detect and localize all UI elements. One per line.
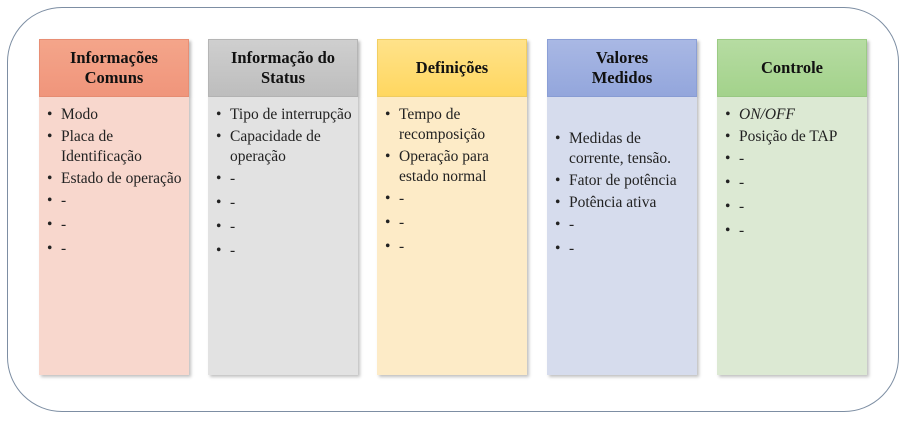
list-item: • - — [208, 193, 358, 213]
list-item: • Estado de operação — [39, 169, 189, 189]
column-header — [208, 39, 358, 97]
header-line: Controle — [760, 58, 824, 77]
column-informacoes-comuns — [39, 39, 189, 257]
column-controle — [717, 39, 867, 239]
header-line: Comuns — [84, 68, 144, 87]
list-item: • - — [717, 149, 867, 169]
header-line: Medidos — [591, 68, 653, 87]
list-item: • Placa de Identificação — [39, 127, 189, 167]
list-item: • Operação para estado normal — [377, 147, 527, 187]
list-item: • - — [377, 189, 527, 209]
header-line: Informação do — [230, 48, 336, 67]
list-item: • - — [39, 215, 189, 235]
column-header — [39, 39, 189, 97]
list-item: • - — [717, 221, 867, 241]
list-item: • - — [547, 215, 697, 235]
list-item: • Modo — [39, 105, 189, 125]
column-body — [377, 97, 527, 375]
list-item: • - — [208, 169, 358, 189]
list-item: • - — [208, 241, 358, 261]
list-item: • Medidas de corrente, tensão. — [547, 129, 697, 169]
list-item: • - — [377, 237, 527, 257]
column-body — [547, 97, 697, 375]
list-item: • - — [208, 217, 358, 237]
list-item: • - — [377, 213, 527, 233]
item-list — [39, 105, 189, 259]
list-item: • - — [547, 239, 697, 259]
column-definicoes — [377, 39, 527, 255]
header-line: Status — [260, 68, 305, 87]
header-line: Valores — [595, 48, 649, 67]
column-header — [547, 39, 697, 97]
item-list — [717, 105, 867, 241]
item-list — [208, 105, 358, 261]
list-item: • Tempo de recomposição — [377, 105, 527, 145]
column-body — [717, 97, 867, 375]
list-item: • - — [717, 197, 867, 217]
header-line: Informações — [70, 48, 158, 67]
column-header — [717, 39, 867, 97]
header-line: Definições — [415, 58, 489, 77]
list-item: • - — [39, 239, 189, 259]
list-item: • Potência ativa — [547, 193, 697, 213]
column-body — [208, 97, 358, 375]
item-list — [377, 105, 527, 257]
list-item: • Posição de TAP — [717, 127, 867, 147]
list-item: • - — [39, 191, 189, 211]
list-item: • Tipo de interrupção — [208, 105, 358, 125]
item-list — [547, 129, 697, 259]
list-item: • - — [717, 173, 867, 193]
column-informacao-do-status — [208, 39, 358, 259]
column-header — [377, 39, 527, 97]
list-item: • Fator de potência — [547, 171, 697, 191]
column-body — [39, 97, 189, 375]
column-valores-medidos — [547, 39, 697, 257]
list-item: • Capacidade de operação — [208, 127, 358, 167]
list-item: • ON/OFF — [717, 105, 867, 125]
